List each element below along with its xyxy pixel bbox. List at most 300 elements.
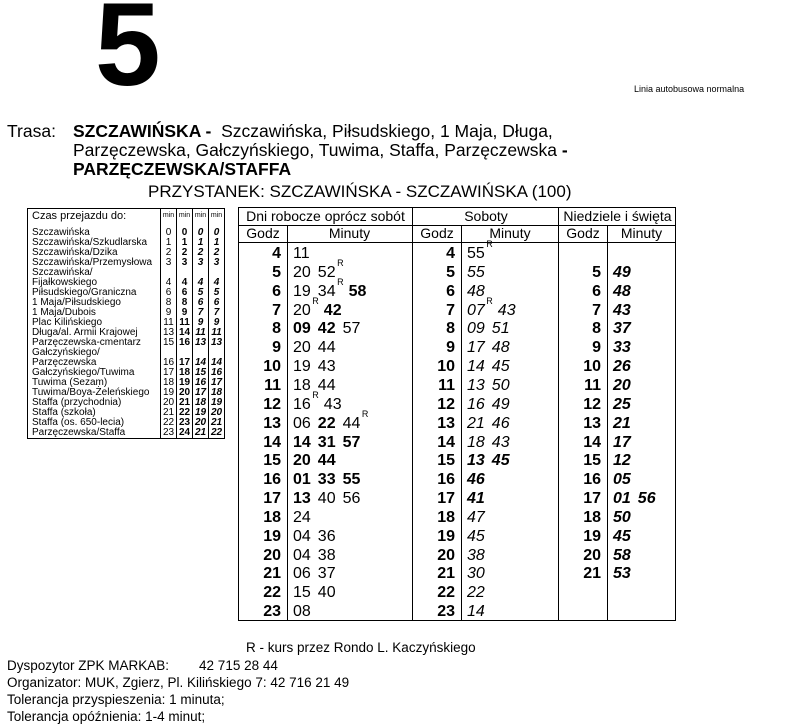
departure-minute: 52 R <box>317 257 344 281</box>
departure-minute: 45 <box>613 527 631 545</box>
hour-value: 15 <box>583 452 601 470</box>
hour-row <box>559 396 676 414</box>
departure-minute: 42 <box>317 320 336 338</box>
departure-minute: 19 <box>293 282 311 300</box>
hour-row <box>559 490 676 508</box>
departure-minute: 21 <box>467 414 485 432</box>
travel-stop-name: Staffa (przychodnia) <box>32 397 122 408</box>
departure-minute: 44 <box>317 376 336 394</box>
travel-minutes: 18 <box>161 378 177 388</box>
travel-minutes: 2 <box>193 248 209 258</box>
travel-minutes: 6 <box>161 288 177 298</box>
departure-minute: 45 <box>491 452 510 470</box>
hour-value: 18 <box>263 508 281 526</box>
hour-row <box>559 471 676 489</box>
travel-minutes: 7 <box>193 308 209 318</box>
hour-row <box>413 471 559 489</box>
departure-minute: 55 R <box>467 239 493 262</box>
departure-minute: 51 <box>491 320 510 338</box>
travel-minutes: 18 <box>193 398 209 408</box>
departure-minute: 43 <box>497 301 516 319</box>
travel-stop-name: Szczawińska/Szkudlarska <box>32 237 148 248</box>
travel-minutes: 13 <box>193 338 209 348</box>
hour-value: 4 <box>446 245 455 262</box>
departure-minute: 08 <box>293 603 311 621</box>
travel-stop-name: 1 Maja/Piłsudskiego <box>32 297 121 308</box>
travel-minutes: 17 <box>193 388 209 398</box>
hour-value: 21 <box>583 565 601 583</box>
travel-minutes: 2 <box>177 248 193 258</box>
hour-row <box>239 377 412 395</box>
stop-title: PRZYSTANEK: SZCZAWIŃSKA - SZCZAWIŃSKA (100) <box>148 182 572 201</box>
travel-minutes: 1 <box>209 238 225 248</box>
hour-row <box>413 415 559 433</box>
tolerance-early: Tolerancja przyspieszenia: 1 minuta; <box>7 692 225 707</box>
travel-minutes: 16 <box>209 368 225 378</box>
hour-row <box>413 239 559 263</box>
departure-minute: 48 <box>467 282 485 300</box>
travel-minutes: 21 <box>209 418 225 428</box>
travel-minutes: 6 <box>193 298 209 308</box>
travel-stop-name: Parzęczewska <box>32 357 97 368</box>
hour-row <box>239 528 412 546</box>
travel-minutes: 0 <box>177 225 193 238</box>
travel-minutes: 17 <box>209 378 225 388</box>
hour-row <box>239 471 412 489</box>
travel-minutes: 5 <box>193 288 209 298</box>
hour-value: 11 <box>438 376 455 394</box>
hour-row <box>413 264 559 282</box>
route-variant-mark: R <box>337 257 344 268</box>
hour-row <box>559 377 676 395</box>
travel-minutes: 11 <box>209 328 225 338</box>
travel-minutes: 22 <box>177 408 193 418</box>
travel-unit-header: min <box>177 209 193 225</box>
timetable-column <box>412 208 559 620</box>
hour-value: 12 <box>263 395 281 413</box>
dispatcher-info: Dyspozytor ZPK MARKAB: 42 715 28 44 <box>7 658 278 673</box>
line-number: 5 <box>95 0 161 111</box>
travel-minutes: 1 <box>161 238 177 248</box>
hour-row <box>413 528 559 546</box>
departure-minute: 41 <box>467 490 485 508</box>
departure-minute: 22 <box>467 584 485 602</box>
hour-row <box>413 434 559 452</box>
travel-minutes: 6 <box>209 298 225 308</box>
departure-minute: 47 <box>467 508 485 526</box>
hour-value: 8 <box>592 320 601 338</box>
travel-stop-name: Piłsudskiego/Graniczna <box>32 287 137 298</box>
hour-value: 7 <box>446 301 455 319</box>
travel-minutes: 23 <box>177 418 193 428</box>
travel-stop-name: Tuwima/Boya-Żeleńskiego <box>32 387 150 398</box>
column-title: Soboty <box>413 208 559 226</box>
travel-minutes: 17 <box>161 368 177 378</box>
departure-minute: 20 <box>613 376 631 394</box>
hour-value: 8 <box>272 320 281 338</box>
departure-minute: 25 <box>613 395 631 413</box>
hour-value: 14 <box>437 433 455 451</box>
departure-minute: 46 <box>491 414 510 432</box>
travel-minutes: 16 <box>193 378 209 388</box>
departure-minute: 06 <box>293 414 311 432</box>
travel-stop-name: Gałczyńskiego/Tuwima <box>32 367 135 378</box>
departure-minute: 07 R <box>467 295 493 319</box>
column-subheader <box>559 225 676 243</box>
travel-minutes: 21 <box>177 398 193 408</box>
hour-header: Godz <box>246 225 280 241</box>
travel-minutes: 0 <box>161 225 177 238</box>
travel-stop-name: Staffa (szkoła) <box>32 407 96 418</box>
travel-unit-header: min <box>209 209 225 225</box>
departure-minute: 37 <box>317 565 336 583</box>
departure-minute: 05 <box>613 471 631 489</box>
departure-minute: 18 <box>293 376 311 394</box>
hour-value: 18 <box>583 508 601 526</box>
hour-value: 20 <box>437 546 455 564</box>
travel-minutes: 2 <box>161 248 177 258</box>
hour-row <box>239 257 412 282</box>
hour-header: Godz <box>420 225 454 241</box>
departure-minute: 40 <box>317 490 336 508</box>
organizer-info: Organizator: MUK, Zgierz, Pl. Kilińskiego 7: 42 716 21 49 <box>7 675 350 690</box>
travel-minutes: 21 <box>161 408 177 418</box>
hour-value: 18 <box>437 508 455 526</box>
travel-minutes: 4 <box>193 278 209 288</box>
hour-row <box>559 283 676 301</box>
departure-minute: 01 <box>293 471 311 489</box>
travel-minutes: 3 <box>209 258 225 268</box>
travel-stop-name: Gałczyńskiego/ <box>32 347 100 358</box>
departure-minute: 48 <box>491 339 510 357</box>
route-note: R - kurs przez Rondo L. Kaczyńskiego <box>246 640 476 655</box>
travel-minutes: 20 <box>193 418 209 428</box>
travel-minutes: 19 <box>177 378 193 388</box>
departure-minute: 17 <box>613 433 631 451</box>
hour-value: 20 <box>583 546 601 564</box>
travel-minutes: 20 <box>161 398 177 408</box>
hour-row <box>559 452 676 470</box>
travel-minutes: 19 <box>161 388 177 398</box>
departure-minute: 56 <box>342 490 361 508</box>
hour-row <box>413 603 559 621</box>
travel-minutes: 4 <box>161 278 177 288</box>
hour-row <box>239 389 412 414</box>
hour-value: 17 <box>437 490 455 508</box>
hour-value: 6 <box>592 282 601 300</box>
hour-row <box>239 509 412 527</box>
travel-minutes: 11 <box>193 328 209 338</box>
route-label: Trasa: <box>7 121 56 141</box>
hour-row <box>413 396 559 414</box>
hour-value: 22 <box>263 584 281 602</box>
departure-minute: 14 <box>467 358 485 376</box>
route-variant-mark: R <box>337 276 344 287</box>
hour-value: 8 <box>446 320 455 338</box>
departure-minute: 49 <box>491 395 510 413</box>
travel-minutes: 20 <box>177 388 193 398</box>
travel-minutes: 9 <box>209 318 225 328</box>
travel-minutes: 6 <box>177 288 193 298</box>
hour-value: 22 <box>437 584 455 602</box>
departure-minute: 01 <box>613 490 631 508</box>
departure-minute: 45 <box>491 358 510 376</box>
hour-value: 5 <box>446 263 455 281</box>
route-variant-mark: R <box>312 295 319 306</box>
departure-minute: 50 <box>613 508 631 526</box>
travel-unit-header: min <box>161 209 177 225</box>
departure-minute: 14 <box>293 433 311 451</box>
departure-minute: 16 R <box>293 389 319 413</box>
travel-stop-name: Staffa (os. 650-lecia) <box>32 417 125 428</box>
travel-stop-name: Tuwima (Sezam) <box>32 377 108 388</box>
travel-minutes: 13 <box>161 328 177 338</box>
hour-row <box>239 565 412 583</box>
travel-minutes: 20 <box>209 408 225 418</box>
travel-minutes: 5 <box>209 288 225 298</box>
hour-value: 20 <box>263 546 281 564</box>
timetable-column <box>239 208 412 620</box>
column-subheader <box>239 225 412 243</box>
hour-row <box>559 245 676 263</box>
hour-value: 13 <box>263 414 281 432</box>
travel-minutes: 16 <box>177 338 193 348</box>
travel-minutes: 9 <box>193 318 209 328</box>
travel-minutes: 14 <box>193 358 209 368</box>
travel-stop-name: Parzęczewska/Staffa <box>32 427 126 438</box>
hour-row <box>413 358 559 376</box>
hour-row <box>413 295 559 320</box>
column-title: Dni robocze oprócz sobót <box>239 208 412 226</box>
footer <box>7 657 349 725</box>
hour-value: 9 <box>272 339 281 357</box>
hour-row <box>239 295 412 320</box>
departure-minute: 40 <box>317 584 336 602</box>
hour-value: 17 <box>263 490 281 508</box>
hour-value: 16 <box>583 471 601 489</box>
travel-minutes: 24 <box>177 428 193 438</box>
departure-minute: 22 <box>317 414 336 432</box>
hour-row <box>239 490 412 508</box>
hour-value: 10 <box>263 358 281 376</box>
departure-minute: 53 <box>613 565 631 583</box>
hour-row <box>239 434 412 452</box>
travel-minutes: 9 <box>161 308 177 318</box>
travel-minutes: 15 <box>161 338 177 348</box>
minutes-header: Minuty <box>328 225 371 241</box>
hour-row <box>239 320 412 338</box>
departure-minute: 33 <box>613 339 631 357</box>
hour-row <box>413 584 559 602</box>
hour-row <box>559 264 676 282</box>
hour-value: 7 <box>592 301 601 319</box>
hour-row <box>239 339 412 357</box>
departure-minute: 24 <box>293 508 311 526</box>
departure-minute: 55 <box>342 471 361 489</box>
travel-minutes: 22 <box>209 428 225 438</box>
travel-minutes: 11 <box>161 318 177 328</box>
departure-minute: 58 <box>348 282 367 300</box>
hour-value: 4 <box>272 245 281 262</box>
hour-value: 10 <box>437 358 455 376</box>
departure-minute: 30 <box>467 565 485 583</box>
travel-minutes: 3 <box>177 258 193 268</box>
line-type: Linia autobusowa normalna <box>634 84 745 94</box>
hour-row <box>239 547 412 565</box>
hour-value: 13 <box>437 414 455 432</box>
hour-row <box>559 415 676 433</box>
departure-minute: 13 <box>293 490 311 508</box>
hour-row <box>239 603 412 621</box>
hour-value: 12 <box>437 395 455 413</box>
timetable <box>238 207 676 621</box>
travel-minutes: 22 <box>161 418 177 428</box>
travel-minutes: 3 <box>161 258 177 268</box>
hour-value: 5 <box>592 263 601 281</box>
travel-stop-name: Parzęczewska-cmentarz <box>32 337 141 348</box>
hour-header: Godz <box>566 225 600 241</box>
hour-value: 23 <box>263 603 281 621</box>
departure-minute: 43 <box>317 358 336 376</box>
travel-minutes: 19 <box>209 398 225 408</box>
travel-minutes: 1 <box>193 238 209 248</box>
departure-minute: 11 <box>293 245 310 262</box>
travel-minutes: 1 <box>177 238 193 248</box>
tolerance-late: Tolerancja opóźnienia: 1-4 minut; <box>7 709 206 724</box>
departure-minute: 43 <box>613 301 631 319</box>
departure-minute: 46 <box>467 471 485 489</box>
route-variant-mark: R <box>361 408 369 419</box>
hour-row <box>413 320 559 338</box>
hour-row <box>559 302 676 320</box>
travel-stop-name: Fijałkowskiego <box>32 277 98 288</box>
departure-minute: 45 <box>467 527 485 545</box>
travel-minutes: 15 <box>193 368 209 378</box>
departure-minute: 43 <box>491 433 510 451</box>
departure-minute: 04 <box>293 546 311 564</box>
departure-minute: 20 <box>293 339 311 357</box>
travel-stop-name: Szczawińska/Przemysłowa <box>32 257 153 268</box>
travel-stop-name: Szczawińska <box>32 227 90 238</box>
hour-value: 6 <box>272 282 281 300</box>
travel-minutes: 18 <box>177 368 193 378</box>
hour-value: 15 <box>263 452 281 470</box>
travel-unit-header: min <box>193 209 209 225</box>
hour-value: 7 <box>272 301 281 319</box>
column-title: Niedziele i święta <box>559 208 676 226</box>
minutes-header: Minuty <box>489 225 531 241</box>
hour-row <box>239 584 412 602</box>
hour-value: 9 <box>446 339 455 357</box>
departure-minute: 37 <box>613 320 631 338</box>
departure-minute: 06 <box>293 565 311 583</box>
departure-minute: 44 R <box>342 408 369 432</box>
travel-minutes: 13 <box>209 338 225 348</box>
travel-minutes: 9 <box>177 308 193 318</box>
travel-minutes: 8 <box>161 298 177 308</box>
departure-minute: 20 <box>293 452 311 470</box>
travel-minutes: 18 <box>209 388 225 398</box>
departure-minute: 49 <box>613 263 631 281</box>
departure-minute: 34 R <box>317 276 344 300</box>
travel-minutes: 11 <box>177 318 193 328</box>
departure-minute: 20 <box>293 263 311 281</box>
departure-minute: 19 <box>293 358 311 376</box>
hour-row <box>559 320 676 338</box>
hour-value: 10 <box>583 358 601 376</box>
travel-minutes: 3 <box>193 258 209 268</box>
route-end: PARZĘCZEWSKA/STAFFA <box>73 159 292 179</box>
departure-minute: 38 <box>467 546 485 564</box>
travel-stop-name: Plac Kilińskiego <box>32 317 103 328</box>
departure-minute: 48 <box>613 282 631 300</box>
departure-minute: 15 <box>293 584 311 602</box>
minutes-header: Minuty <box>620 225 663 241</box>
travel-minutes: 0 <box>193 225 209 238</box>
departure-minute: 50 <box>491 376 510 394</box>
hour-value: 11 <box>584 376 601 394</box>
hour-value: 11 <box>264 376 281 394</box>
travel-minutes: 14 <box>177 328 193 338</box>
hour-value: 14 <box>263 433 281 451</box>
route-start: SZCZAWIŃSKA - <box>73 121 212 141</box>
travel-minutes: 8 <box>177 298 193 308</box>
travel-stop-name: 1 Maja/Dubois <box>32 307 96 318</box>
travel-minutes: 16 <box>161 358 177 368</box>
hour-row <box>559 565 676 583</box>
hour-row <box>559 339 676 357</box>
departure-minute: 09 <box>293 320 311 338</box>
departure-minute: 20 R <box>293 295 319 319</box>
hour-row <box>239 452 412 470</box>
hour-value: 19 <box>583 527 601 545</box>
travel-minutes: 14 <box>209 358 225 368</box>
departure-minute: 16 <box>467 395 485 413</box>
hour-value: 23 <box>437 603 455 621</box>
hour-row <box>413 547 559 565</box>
hour-value: 19 <box>437 527 455 545</box>
departure-minute: 58 <box>613 546 631 564</box>
travel-minutes: 21 <box>193 428 209 438</box>
route-variant-mark: R <box>486 295 493 306</box>
hour-value: 13 <box>583 414 601 432</box>
hour-row <box>559 547 676 565</box>
departure-minute: 26 <box>613 358 631 376</box>
hour-value: 15 <box>437 452 455 470</box>
travel-minutes: 17 <box>177 358 193 368</box>
departure-minute: 38 <box>317 546 336 564</box>
hour-row <box>559 358 676 376</box>
departure-minute: 36 <box>317 527 336 545</box>
travel-stop-name: Długa/al. Armii Krajowej <box>32 327 138 338</box>
hour-row <box>239 408 412 433</box>
hour-row <box>559 509 676 527</box>
timetable-column <box>558 208 676 620</box>
departure-minute: 43 <box>323 395 342 413</box>
departure-minute: 04 <box>293 527 311 545</box>
hour-row <box>559 528 676 546</box>
travel-stop-name: Szczawińska/Dzika <box>32 247 118 258</box>
route-dash: - <box>561 140 568 160</box>
departure-minute: 55 <box>467 263 485 281</box>
hour-row <box>559 434 676 452</box>
departure-minute: 42 <box>323 301 342 319</box>
departure-minute: 57 <box>342 320 361 338</box>
travel-title: Czas przejazdu do: <box>32 210 127 222</box>
hour-value: 6 <box>446 282 455 300</box>
hour-value: 21 <box>437 565 455 583</box>
hour-row <box>413 490 559 508</box>
